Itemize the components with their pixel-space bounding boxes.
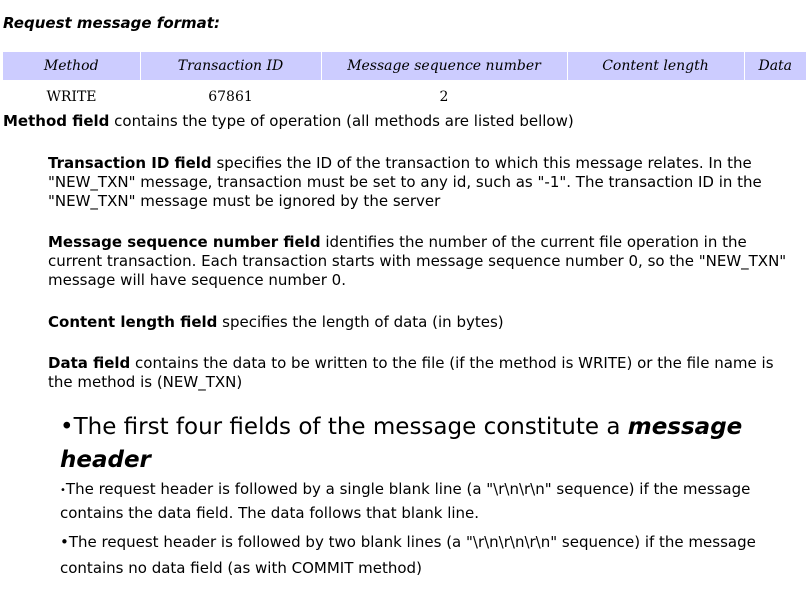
content-length-field-description <box>48 313 788 332</box>
sequence-number-field-description <box>48 233 788 290</box>
content-length-field-text: specifies the length of data (in bytes) <box>217 313 504 331</box>
data-field-term: Data field <box>48 354 131 372</box>
bullet-message-header <box>60 411 790 477</box>
header-transaction-id: Transaction ID <box>140 52 321 80</box>
table-row <box>3 80 806 114</box>
data-field-description <box>48 354 788 392</box>
section-heading: Request message format: <box>3 14 220 32</box>
bullet-icon: • <box>60 414 74 440</box>
bullet-message-header-text: The first four fields of the message constitute a <box>73 414 628 440</box>
sequence-number-field-text: identifies the number of the current file operation in the current transaction. Each transaction starts with message sequence number 0, so the "NEW_TXN" message will have sequence number 0. <box>48 233 787 289</box>
header-message-sequence-number: Message sequence number <box>321 52 567 80</box>
data-field-text: contains the data to be written to the file (if the method is WRITE) or the file name is the method is (NEW_TXN) <box>48 354 774 391</box>
cell-transaction-id: 67861 <box>208 89 253 105</box>
transaction-id-field-description <box>48 154 788 211</box>
bullet-single-blank-line <box>60 478 805 525</box>
header-content-length: Content length <box>567 52 744 80</box>
cell-content-length <box>567 80 744 114</box>
bullet-single-blank-line-text: The request header is followed by a single blank line (a "\r\n\r\n" sequence) if the message contains the data field. The data follows that blank line. <box>60 480 751 522</box>
content-length-field-term: Content length field <box>48 313 218 331</box>
transaction-id-field-term: Transaction ID field <box>48 154 212 172</box>
bullet-two-blank-lines <box>60 529 805 581</box>
header-data: Data <box>744 52 806 80</box>
message-format-table <box>3 52 806 114</box>
method-field-term: Method field <box>3 112 110 130</box>
transaction-id-field-text: specifies the ID of the transaction to which this message relates. In the "NEW_TXN" message, transaction must be set to any id, such as "-1". The transaction ID in the "NEW_TXN" message must be ignored by the server <box>48 154 762 210</box>
bullet-icon: • <box>60 485 66 496</box>
cell-data <box>744 80 806 114</box>
cell-message-sequence-number: 2 <box>439 89 449 105</box>
method-field-text: contains the type of operation (all methods are listed bellow) <box>109 112 574 130</box>
header-method: Method <box>3 52 140 80</box>
bullet-two-blank-lines-text: The request header is followed by two blank lines (a "\r\n\r\n\r\n" sequence) if the message contains no data field (as with COMMIT method) <box>60 533 756 577</box>
sequence-number-field-term: Message sequence number field <box>48 233 321 251</box>
table-header-row <box>3 52 806 80</box>
bullet-icon: • <box>60 533 69 551</box>
cell-method: WRITE <box>46 89 97 105</box>
bullet-message-header-emphasis: message header <box>60 414 743 473</box>
method-field-description <box>3 112 803 131</box>
